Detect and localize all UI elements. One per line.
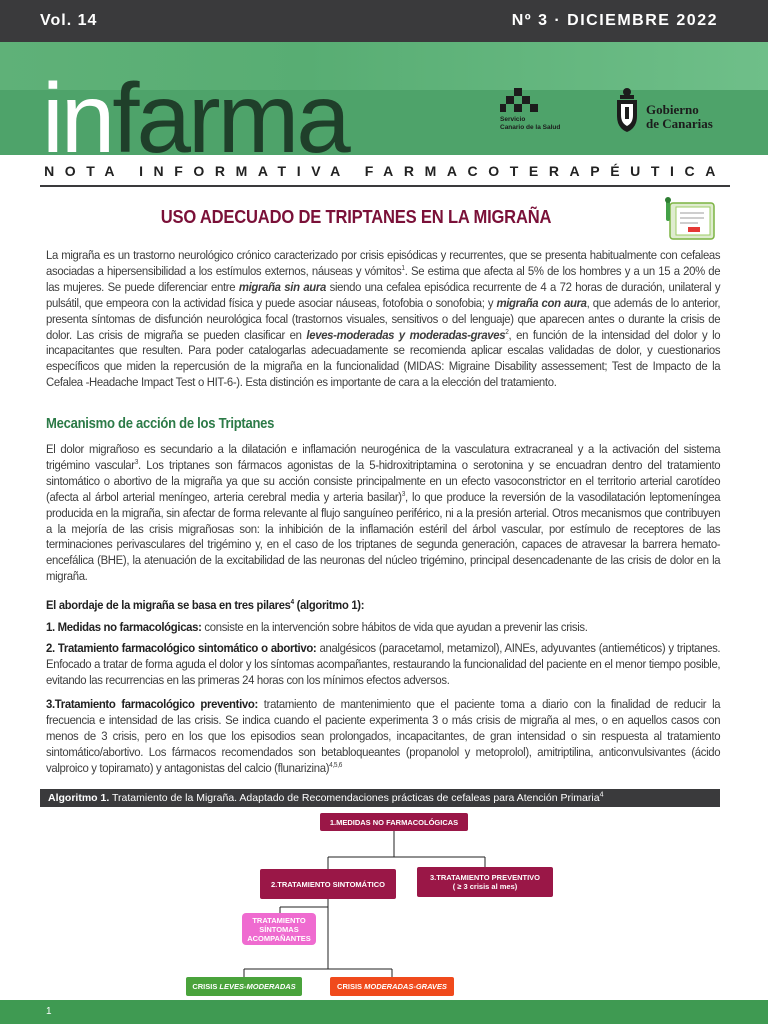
scs-line1: Servicio [500,116,526,123]
intro-s4: , que además de lo anterior, presenta síntomas de disfunción neurológica focal (trastornos visuales, sensitivos o del lenguaje) que aparecen antes o durante la crisis de dolor. Las crisis de migraña se pueden clasificar en [46,295,721,342]
node-mild-moderate [186,977,302,996]
node-moderate-severe [330,977,454,996]
scs-cross-icon [500,88,540,114]
coat-of-arms-icon [612,86,642,134]
mech-s3: , lo que produce la reversión de la vasodilatación leptomeníngea producida en la migraña, sin afectar de forma relevante al flujo sanguíneo periférico, ni a la presión arterial. Otros mecanismos que contribuyen a la mejoría de las crisis migrañosas son: la inhibición de la inflamación estéril del árbol vascular, por estímulo de receptores de las terminaciones perivasculares del trigémino y, en el caso de los triptanes de segunda generación, capaces de atravesar la barrera hemato-encefálica (BHE), la atenuación de la excitabilidad de las neuronas del núcleo trigémino, principal desencadenante de las crisis de dolor en la migraña. [46,489,721,584]
intro-em3: leves-moderadas y moderadas-graves [306,327,506,342]
node-mild-em: LEVES-MODERADAS [219,982,296,991]
ref-sup: 4 [290,598,294,606]
pillars-lead-text: El abordaje de la migraña se basa en tres pilares [46,598,291,612]
mech-s1: El dolor migrañoso es secundario a la dilatación e inflamación neurogénica de la vasculatura extracraneal y a la activación del sistema trigémino vascular [46,442,721,472]
flowchart-connectors [40,807,720,1000]
node-accompanying-symptoms: TRATAMIENTO SÍNTOMAS ACOMPAÑANTES [242,913,316,945]
ref-sup: 1 [401,264,405,272]
intro-em2: migraña con aura [496,295,587,310]
pillars-lead [46,598,364,612]
node-mild-prefix: CRISIS [192,982,218,991]
intro-em1: migraña sin aura [238,279,326,294]
issue-label: Nº 3 · DICIEMBRE 2022 [511,12,718,29]
algorithm-flowchart [40,807,720,1000]
pillar-text: consiste en la intervención sobre hábitos de vida que ayudan a prevenir las crisis. [201,620,588,634]
ref-sup: 3 [401,490,406,498]
page-number: 1 [46,1006,52,1017]
mech-s2: . Los triptanes son fármacos agonistas de la 5-hidroxitriptamina o serotonina y se encuadran dentro del tratamiento sintomático o abortivo de la migraña ya que su acción consiste principalmente en un efecto vasoconstrictor en el territorio arterial carotídeo (afecta al árbol arterial meníngeo, arteria cerebral media y arteria basilar) [46,457,721,504]
node-severe-prefix: CRISIS [337,982,363,991]
scs-text [500,116,560,132]
node-non-pharmacological: 1.MEDIDAS NO FARMACOLÓGICAS [320,813,468,831]
algorithm-label: Algoritmo 1. [48,792,110,804]
pillar-item-1 [46,620,720,636]
pillar-text: analgésicos (paracetamol, metamizol), AINEs, adyuvantes (antieméticos) y triptanes. Enfocado a tratar de forma aguda el dolor y los síntomas acompañantes, restaurando la funcionalidad del paciente en el menor tiempo posible, evitando las recurrencias en las primeras 24 horas con los mínimos efectos adversos. [46,641,721,687]
node-symptomatic: 2.TRATAMIENTO SINTOMÁTICO [260,869,396,899]
node-preventive [417,867,553,897]
scs-line2: Canario de la Salud [500,124,561,131]
intro-paragraph [46,248,720,391]
node-severe-em: MODERADAS-GRAVES [364,982,447,991]
volume-label: Vol. 14 [40,12,98,29]
ref-sup: 4 [599,791,604,799]
servicio-canario-salud-logo [496,88,576,136]
gob-line1: Gobierno [646,102,699,117]
intro-s5: , en función de la intensidad del dolor y lo incapacitantes que resulten. Para poder catalogarlas adecuadamente se recomienda aplicar escalas validadas de dolor, y cuestionarios específicos que miden la repercusión de la migraña en la funcionalidad (MIDAS: Migraine Disability assessement; Test de Impacto de la Cefalea -Headache Impact Test o HIT-6-). Esta distinción es importante de cara a la elección del tratamiento. [46,327,721,390]
ref-sup: 2 [505,328,509,336]
pillar-label: 3.Tratamiento farmacológico preventivo: [46,697,258,711]
intro-s3: siendo una cefalea episódica recurrente de 4 a 72 horas de duración, unilateral y pulsátil, que empeora con la actividad física y puede asociar náuseas, fotofobia o sonofobia; y [46,279,721,310]
gobierno-canarias-logo [612,86,742,136]
intro-s1: La migraña es un trastorno neurológico crónico caracterizado por crisis episódicas y recurrentes, que se presenta habitualmente con cefaleas asociadas a hipersensibilidad a los estímulos externos, náuseas y vómitos [46,248,721,278]
ref-sup: 3 [134,458,139,466]
top-bar [0,0,768,42]
intro-s2: . Se estima que afecta al 5% de los hombres y a un 15 a 20% de las mujeres. Se puede diferenciar entre [46,263,721,294]
brand-in: in [42,63,113,155]
brand-farma: farma [112,63,348,155]
node-preventive-line1: 3.TRATAMIENTO PREVENTIVO [429,873,540,882]
gob-line2: de Canarias [646,116,713,131]
pillar-text: tratamiento de mantenimiento que el paciente toma a diario con la finalidad de reducir la frecuencia e intensidad de las crisis. Se indica cuando el paciente experimenta 3 o más crisis de migraña al mes, o en aquellos casos con menos de 3 crisis, pero en los que los episodios sean prolongados, incapacitantes, de gran intensidad o sin respuesta al tratamiento sintomático/abortivo. Los fármacos recomendados son betabloqueantes (propanolol y metoprolol), amitriptilina, anticonvulsivantes (ácido valproico y topiramato) y antagonistas del calcio (flunarizina) [46,697,721,775]
pillar-item-2 [46,641,720,689]
pillar-item-3 [46,697,720,777]
ref-sup: 4,5,6 [329,761,343,769]
mechanism-heading: Mecanismo de acción de los Triptanes [46,416,275,432]
infarma-logo [42,63,348,155]
subtitle-text: NOTA INFORMATIVA FARMACOTERAPÉUTICA [44,163,726,179]
algorithm-caption: Tratamiento de la Migraña. Adaptado de Recomendaciones prácticas de cefaleas para Atención Primaria [109,792,600,804]
mechanism-paragraph [46,442,720,585]
pillar-label: 1. Medidas no farmacológicas: [46,620,202,634]
pillars-tail: (algoritmo 1): [293,598,365,612]
clipboard-folder-icon [664,197,720,243]
algorithm-caption-bar [40,789,720,807]
footer-bar [0,1000,768,1024]
article-title: USO ADECUADO DE TRIPTANES EN LA MIGRAÑA [160,207,552,227]
node-preventive-line2: ( ≥ 3 crisis al mes) [452,882,518,891]
gobierno-text [646,103,713,131]
pillar-label: 2. Tratamiento farmacológico sintomático o abortivo: [46,641,317,655]
subtitle-bar [40,155,730,187]
